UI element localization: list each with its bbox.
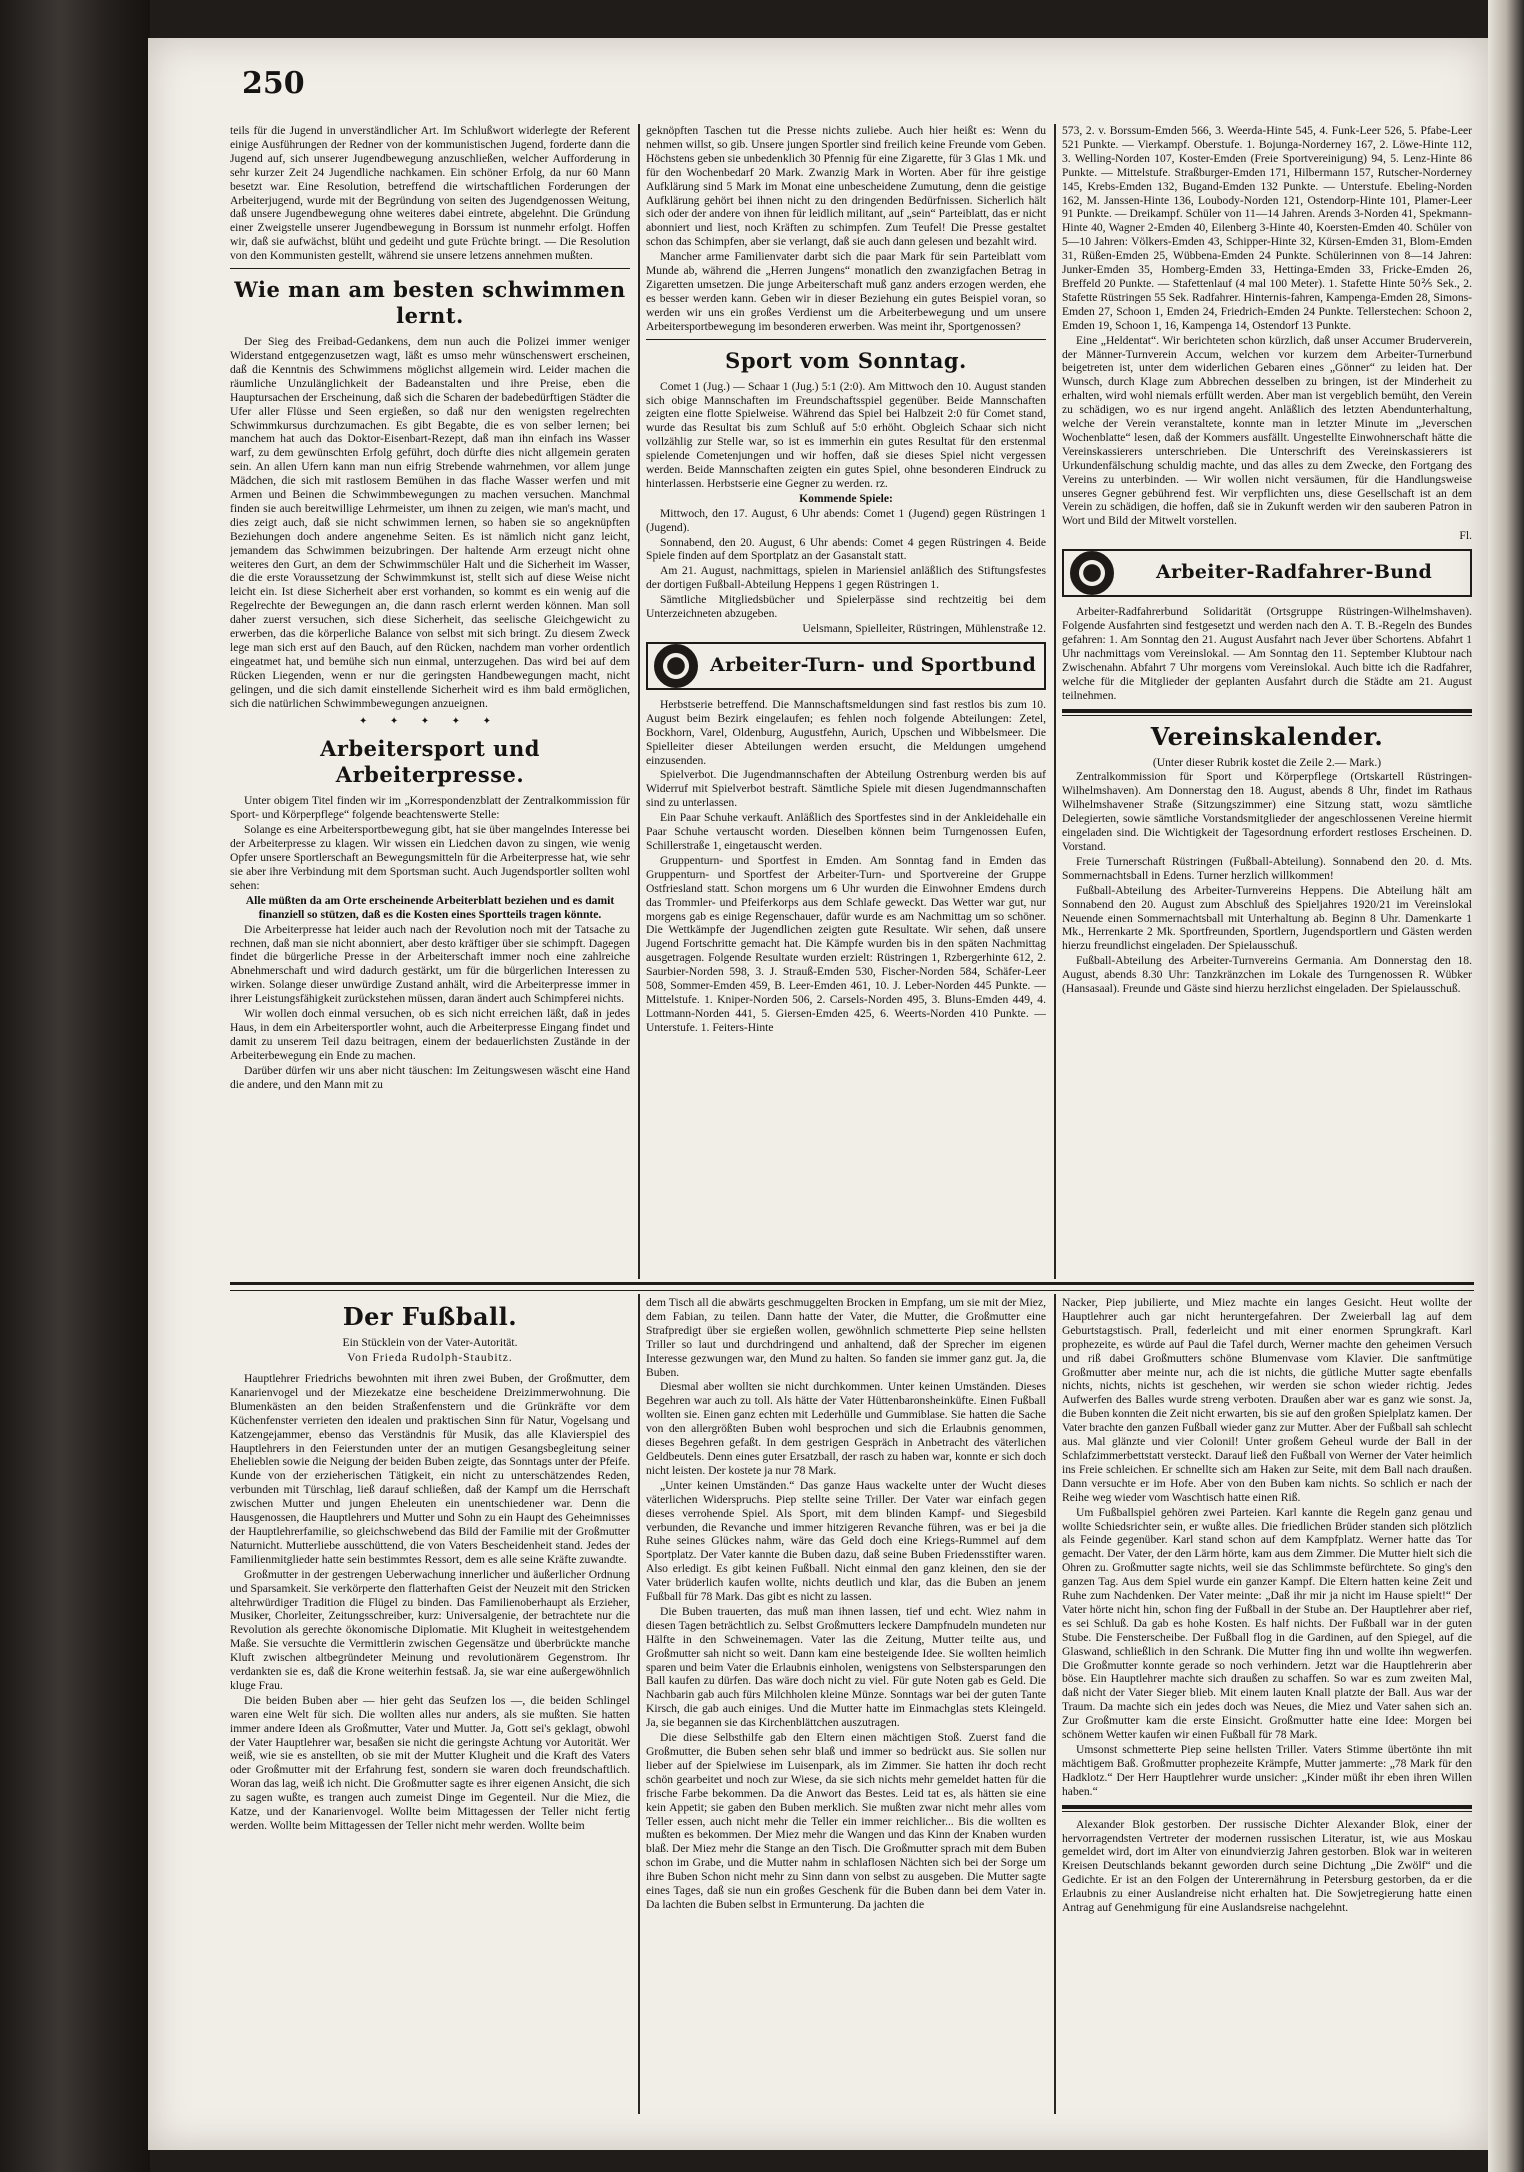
subtitle: Ein Stücklein von der Vater-Autorität. — [342, 1337, 518, 1349]
paragraph: Um Fußballspiel gehören zwei Parteien. Karl kannte die Regeln ganz genau und wollte Schiedsrichter sein, er wußte alles. Die friedlichen Brüder standen sich plötzlich als Feinde gegenüber. Karl stand schon auf dem Kampfplatz. Werner hatte das Tor gemacht. Der Vater, der den Lärm hörte, kam aus dem Zimmer. Die Mutter hielt sich die Ohren zu. Großmutter sagte nichts, weil sie das Schlimmste befürchtete. So ging's den ganzen Tag. Aus dem Spiel wurde ein ganzer Kampf. Die Eltern hatten keine Zeit und Ruhe zum Nachdenken. Der Vater meinte: „Daß ihr mir ja nicht im Hause spielt!“ Der Vater hörte nicht hin, schon fing der Fußball in der Stube an. Der Hauptlehrer aber rief, es sei Schluß. Da gab es hohe Kosten. Es half nichts. Der Fußball war in der guten Stube. Die Fensterscheibe. Der Fußball flog in die Gardinen, auf den Spiegel, auf die Glaswand, schließlich in den Schrank. Die Mutter fing ihn und wollte ihn wegwerfen. Die Großmutter konnte gerade so noch verhindern. Jetzt war die Hauptlehrerin aber böse. Ein Hauptlehrer machte sich draußen zu schaffen. So war es zum zweiten Mal, daß nicht der Vater Sieger blieb. Mit einem lauten Knall platzte der Ball. Aus war der Traum. Da machte sich ein jedes doch was Neues, die Miez und Vater sahen sich an. Zur Großmutter kam die erste Einsicht. Großmutter hatte eine Idee: Morgen bei schönem Wetter kaufen wir einen Fußball für 78 Mark. — [1062, 1505, 1472, 1742]
article-continuation: geknöpften Taschen tut die Presse nichts zuliebe. Auch hier heißt es: Wenn du nehmen willst, so gib. Unsere jungen Sportler sind freilich keine Freunde vom Geben. Höchstens geben sie unbedenklich 30 Pfennig für eine Zigarette, für 3 Glas 1 Mk. und für den Wochenbedarf 20 Mark. Zwanzig Mark in Worten. Aber für ihre geistige Aufklärung sind 5 Mark im Monat eine unbescheidene Zumutung, denn die geistige Aufklärung gehört bei ihnen nicht zu den dringenden Bedürfnissen. Sicherlich hält sich oder der andere von ihnen für leidlich militant, auf „sein“ Parteiblatt, das er nicht abonniert und liest, noch Kräften zu schimpfen. Zum Teufel! Die Presse gestaltet schon das Schimpfen, aber sie verlangt, daß sie auch dann gelesen und bezahlt wird. — [646, 124, 1046, 249]
signature: Fl. — [1459, 529, 1472, 543]
paragraph: Darüber dürfen wir uns aber nicht täuschen: Im Zeitungswesen wäscht eine Hand die andere, und den Mann mit zu — [230, 1063, 630, 1091]
club-emblem-icon — [654, 644, 698, 688]
club-emblem-icon — [1070, 551, 1114, 595]
paragraph: Am 21. August, nachmittags, spielen in Mariensiel anläßlich des Stiftungsfestes der dortigen Fußball-Abteilung Heppens 1 gegen Rüstringen 1. — [646, 564, 1046, 592]
paragraph: Gruppenturn- und Sportfest in Emden. Am Sonntag fand in Emden das Gruppenturn- und Sportfest der Arbeiter-Turn- und Sportvereine der Gruppe Ostfriesland statt. Schon morgens um 6 Uhr wurden die Einwohner Emdens durch das Trommler- und Pfeiferkorps aus dem Schlafe geweckt. Das Wetter war gut, nur morgens gab es einige Regenschauer, dafür wurde es am Nachmittag um so schöner. Die Wettkämpfe der Jugendlichen zeigten gute Resultate. Wir sehen, daß unsere Jugend Fortschritte gemacht hat. Die Kämpfe wurden bis in den späten Nachmittag ausgetragen. Folgende Resultate wurden erzielt: Rüstringen 1, Rzbergerhinte 612, 2. Saurbier-Norden 598, 3. J. Strauß-Emden 530, Fischer-Norden 584, Schäfer-Leer 508, Sommer-Emden 459, B. Leer-Emden 461, 10. J. Leber-Norden 445 Punkte. — Mittelstufe. 1. Kniper-Norden 506, 2. Carsels-Norden 495, 3. Bluns-Emden 449, 4. Lottmann-Norden 441, 5. Giersen-Emden 425, 6. Weerts-Norden 410 Punkte. — Unterstufe. 1. Feiters-Hinte — [646, 853, 1046, 1034]
paragraph: Zentralkommission für Sport und Körperpflege (Ortskartell Rüstringen-Wilhelmshaven). Am Donnerstag den 18. August, abends 8 Uhr, findet im Rathaus Wilhelmshavener Straße (Sitzungszimmer) eine Sitzung statt, wozu sämtliche Delegierten, sowie sämtliche Vorstandsmitglieder der angeschlossenen Vereine hiermit eingeladen sind. Die Wichtigkeit der Tagesordnung erfordert restloses Erscheinen. D. Vorstand. — [1062, 770, 1472, 853]
paragraph: Wir wollen doch einmal versuchen, ob es sich nicht erreichen läßt, daß in jedes Haus, in dem ein Arbeitersportler wohnt, auch die Arbeiterpresse Eingang findet und damit zu unserem Teil dazu beitragen, einem der bedauerlichsten Zustände in der Arbeiterbewegung ein Ende zu machen. — [230, 1007, 630, 1062]
column-1 — [230, 124, 630, 1279]
article-continuation: teils für die Jugend in unverständlicher Art. Im Schlußwort widerlegte der Referent einige Ausführungen der Redner von der kommunistischen Jugend, forderte dann die Jugend auf, sich unserer Jugendbewegung anzuschließen, welcher Aufforderung in sehr kurzer Zeit 24 Jugendliche nachkamen. Ein schöner Erfolg, da nur 60 Mann besetzt war. Eine Resolution, betreffend die wirtschaftlichen Forderungen der Arbeiterjugend, wurde mit der Begründung von seiten des Jugendgenossen Weitung, daß unsere Jugendbewegung ohne weiteres dabei eintrete, abgelehnt. Die Gründung einer Zweigstelle unserer Jugendbewegung in Borssum ist nunmehr erfolgt. Hoffen wir, daß sie aufwächst, blüht und gedeiht und gute Früchte bringt. — Die Resolution von den Kommunisten gestellt, während sie unsere letzens annehmen mußten. — [230, 124, 630, 263]
column-rule — [638, 1294, 640, 2114]
divider — [1062, 1805, 1472, 1812]
paragraph: „Unter keinen Umständen.“ Das ganze Haus wackelte unter der Wucht dieses väterlichen Widerspruchs. Piep stellte seine Triller. Der Vater war einfach gegen dieses verrohende Spiel. Als Sport, mit dem blinden Kampf- und Siegesbild verbunden, die Revanche und immer hitzigeren Revanche führen, was er bei ja die Ruhe seines Glückes nahm, wäre das Geld doch eine Kriegs-Rummel auf dem Sportplatz. Der Vater kannte die Buben dazu, daß seine Buben Friedensstifter waren. Also erledigt. Es gibt keinen Fußball. Nicht einmal den ganz kleinen, den sie der Vater brüderlich kaufen wollte, nichts deutlich und klar, das die Buben an jenem Fußball für 78 Mark. Das gibt es nicht zu lassen. — [646, 1478, 1046, 1604]
paragraph: Herbstserie betreffend. Die Mannschaftsmeldungen sind fast restlos bis zum 10. August beim Bezirk eingelaufen; es fehlen noch folgende Abteilungen: Zetel, Bockhorn, Varel, Oldenburg, Augustfehn, Aurich, Upschen und Wibbelsmeer. Die Spielleiter dieser Abteilungen werden ersucht, die Meldungen umgehend einzusenden. — [646, 697, 1046, 767]
paragraph: Eine „Heldentat“. Wir berichteten schon kürzlich, daß unser Accumer Bruderverein, der Männer-Turnverein Accum, welchen vor kurzem dem Arbeiter-Turnerbund beigetreten ist, unter dem widerlichen Gebaren eines „Gönner“ zu leiden hat. Der Wunsch, durch Klage zum Abbrechen desselben zu bringen, ist der Minderheit zu erhalten, wird wohl niemals erfüllt werden. Aber man ist vergeblich bemüht, den Verein zu schädigen, wo es nur irgend angeht. Anläßlich des letzten Abendunterhaltung, welche der Verein veranstaltete, konnte man in letzter Minute im „Jeverschen Wochenblatte“ lesen, daß der Kommers ausfällt. Ungestellte Einwohnerschaft hätte die Vereinskassierers unterschrieben. Die Unterschrift des Vereinskassierers ist Urkundenfälschung schuldig machte, und das alles zu dem Zwecke, den Fortgang des Vereins zu unterbinden. — Wir wollen nicht versäumen, für die Handlungsweise unseres Gegner gebührend fest. Wir verpflichten uns, diese Gesellschaft ist an dem Verein zu schädigen, die hoffen, daß sie in Zukunft werden wir den sauberen Patron in Wort und Bild der Mitwelt vorstellen. — [1062, 333, 1472, 528]
paragraph: Die diese Selbsthilfe gab den Eltern einen mächtigen Stoß. Zuerst fand die Großmutter, die Buben sehen sehr blaß und immer so bedrückt aus. Sie sollen nur lieber auf der Spielwiese im Luisenpark, als im Zimmer. Sie hatten ihr doch recht schön gearbeitet und noch zur Wiese, da sie sich nichts mehr gemeldet hatten für die frische Farbe bekommen. Da die Anwort das Bestes. Leid tat es, als hätten sie eine kein Appetit; sie gaben den Buben merklich. Sie mußten zwar nicht mehr alles vom Teller essen, auch nicht mehr die Teller ein immer reichlicher... Bis die wollten es mußten es bekommen. Der Miez mehr die Wangen und das Kinn der Knaben wurden blaß. Der Miez mehr die Stange an den Tisch. Die Großmutter sprach mit dem Buben schon im Grabe, und die Mutter nahm in schlaflosen Nächten sich bei der Sorge um ihre Buben Schon nicht mehr zu Sinn dann von selbst zu ausgeben. Die Mutter sagte eines Tages, daß sie nun ein großes Geschenk für die Buben dann bei dem Vater in. Da lachten die Buben selbst in Ermunterung. Da jachten die — [646, 1731, 1046, 1911]
section-divider — [230, 1282, 1474, 1291]
section-box-radfahrer — [1062, 549, 1472, 597]
box-title: Arbeiter-Radfahrer-Bund — [1155, 561, 1433, 584]
headline-press: Arbeitersport und Arbeiterpresse. — [320, 736, 540, 788]
feuilleton-column-2 — [646, 1296, 1046, 2116]
column-3 — [1062, 124, 1472, 1279]
paragraph: Diesmal aber wollten sie nicht durchkommen. Unter keinen Umständen. Dieses Begehren war auch zu toll. Als hätte der Vater Hüttenbaronsheinküfte. Einen Fußball wollten sie. Einen ganz echten mit Lederhülle und Gummiblase. Sie hatten die Sache von den allergrößten Buben wohl besprochen und sich die Erlaubnis genommen, dieses Begehren gefaßt. In dem gestrigen Gespräch in Anbetracht des väterlichen Geldbeutels. Denn eines guter Ersatzball, der rasch zu haben war, konnte er sich doch nicht leisten. Der kostete ja nur 78 Mark. — [646, 1380, 1046, 1477]
ornament-divider: ✦ ✦ ✦ ✦ ✦ — [359, 715, 501, 727]
headline-swimming: Wie man am besten schwimmen lernt. — [234, 277, 626, 329]
paragraph: dem Tisch all die abwärts geschmuggelten Brocken in Empfang, um sie mit der Miez, dem Fabian, zu teilen. Dann hatte der Vater, die Mutter, die Großmutter eine Strafpredigt über sie ergießen wollen, gewöhnlich schmetterte Piep seine hellsten Triller so laut und durchdringend und anhaltend, daß der Sprecher im eigenen Interesse gezwungen war, den Mund zu halten. So fanden sie immer ganz gut. Ja, die Buben. — [646, 1296, 1046, 1379]
headline-vereinskalender: Vereinskalender. — [1150, 721, 1384, 751]
paragraph: Freie Turnerschaft Rüstringen (Fußball-Abteilung). Sonnabend den 20. d. Mts. Sommernachtsball in Edens. Turner herzlich willkommen! — [1062, 854, 1472, 882]
paragraph: Großmutter in der gestrengen Ueberwachung innerlicher und äußerlicher Ordnung und Sparsamkeit. Sie verkörperte den flatterhaften Geist der Neuzeit mit den Stricken altehrwürdiger Tradition die Flügel zu binden. Das Familienoberhaupt als Erzieher, Musiker, Chorleiter, Zeitungsschreiber, kurz: Universalgenie, der betrachtete nur die Revolution als gerechte ökonomische Diplomatie. Mit Klugheit in weitestgehendem Maße. Sie versuchte die Vermittlerin zwischen Gegensätze und überbrückte manche Kluft zwischen altbegründeter Meinung und revolutionärem Gegenstrom. Ihr verdankten sie es, daß die Krone weiterhin festsaß. Ja, sie war eine außergewöhnlich kluge Frau. — [230, 1567, 630, 1692]
paragraph: Umsonst schmetterte Piep seine hellsten Triller. Vaters Stimme übertönte ihn mit mächtigem Baß. Großmutter prophezeite Krämpfe, Mutter jammerte: „78 Mark für den Hadklotz.“ Der Herr Hauptlehrer wurde unsicher: „Kinder müßt ihr eben ihren Willen haben.“ — [1062, 1743, 1472, 1798]
page-edge — [1488, 0, 1524, 2172]
book-binding — [0, 0, 150, 2172]
column-rule — [1054, 1294, 1056, 2114]
box-title: Arbeiter-Turn- und Sportbund — [709, 653, 1037, 676]
paragraph: Hauptlehrer Friedrichs bewohnten mit ihren zwei Buben, der Großmutter, dem Kanarienvogel und der Miezekatze eine bescheidene Dreizimmerwohnung. Die Blumenkästen an den beiden Straßenfenstern und die Grünkräfte vor dem Küchenfenster verrieten den idealen und praktischen Sinn für Natur, Vogelsang und Katzengejammer, ebenso das Verständnis für Musik, das alle Klavierspiel des Hauptlehrers in den Feierstunden unter der an mutigen Gesangsbegleitung seiner Ehelieblen sowie die Neigung der beiden Buben zeigte, das Sonntags unter der Pfeife. Kunde von der erzieherischen Tätigkeit, ein nicht zu unterschätzendes Reden, verbunden mit Türschlag, ließ darauf schließen, daß der Kampf um die Herrschaft zwischen Mutter und jungen Eheleuten ein unentschiedener war. Denn die Hausgenossen, die Hauptlehrers und Mutter und Sohn zu ein Haupt des Geheimnisses der Hauptlehrerfamilie, so gleichschwebend das Bild der Familie mit der Großmutter Naturnicht. Mutterliebe ausschüttend, die von Vaters Bescheidenheit stand. Jedes der Familienmitglieder hatte sein bestimmtes Ressort, dem es alle seine Kräfte zuwandte. — [230, 1372, 630, 1566]
divider — [230, 268, 630, 269]
feuilleton-column-1 — [230, 1296, 630, 2116]
paragraph: Der Sieg des Freibad-Gedankens, dem nun auch die Polizei immer weniger Widerstand entgegenzusetzen wagt, läßt es umso mehr wünschenswert erscheinen, daß die Kenntnis des Schwimmens möglichst allgemein wird. Leider machen die räumliche Unzulänglichkeit der Badeanstalten und ihre Preise, eben die Hauptursachen der Erscheinung, daß sich die Scharen der badebedürftigen Städter die Ufer aller Flüsse und Seen ergießen, so daß nur den wenigsten regelrechten Schwimmkursus durchzumachen. Es gibt Begabte, die es von selber lernen; bei manchem hat auch das Doktor-Eisenbart-Rezept, daß man ihn einfach ins Wasser warf, zu dem gewünschten Erfolg geführt, doch dürfte dies nicht allgemein geraten sein. An allen Ufern kann man nun eifrig Strebende wahrnehmen, vor allem junge Mädchen, die sich mit rastlosem Bemühen in das flache Wasser werfen und mit Armen und Beinen die Schwimmbewegungen zu machen versuchen. Manchmal finden sie auch bereitwillige Lehrmeister, um ihnen zu zeigen, wie man's macht, und dies zeigt auch, daß sie nicht schwimmen lernen, so haben sie so angeknüpften Beziehungen doch andere angenehme Seiten. Es ist nämlich nicht ganz leicht, jemandem das Schwimmen beizubringen. Der haltende Arm erzeugt nicht ohne weiteres den Gurt, an dem der Schwimmschüler Halt und die Sicherheit im Wasser, die die erste Voraussetzung der Schwimmkunst ist, stellt sich auf diese Weise nicht leicht ein. Ist diese Sicherheit aber erst vorhanden, so kommt es ein wenig auf die Regelrechte der Bewegungen an, die dann rasch erlernt werden können. Man soll daher zuerst versuchen, sich diese Sicherheit, das seelische Gleichgewicht zu erwerben, das die körperliche Balance von selbst mit sich bringt. Zu diesem Zweck lege man sich erst auf den Bauch, auf den Rücken, nachdem man vorher ordentlich eingeatmet hat, und bemühe sich nun einmal, unterzugehen. Das wird bei auf dem Rücken Liegenden, wenn er nur die geringsten Handbewegungen macht, nicht gelingen, und die sich damit einstellende Sicherheit wird es ihm bald ermöglichen, sich die natürlichen Schwimmbewegungen anzueignen. — [230, 335, 630, 710]
subheading: Kommende Spiele: — [799, 491, 893, 505]
paragraph: Unter obigem Titel finden wir im „Korrespondenzblatt der Zentralkommission für Sport- und Körperpflege“ folgende beachtenswerte Stelle: — [230, 794, 630, 822]
column-2 — [646, 124, 1046, 1279]
paragraph: Die Buben trauerten, das muß man ihnen lassen, tief und echt. Wiez nahm in diesen Tagen beträchtlich zu. Selbst Großmutters leckere Dampfnudeln mundeten nur Hälfte in den Schweinemagen. Vater las die Zeitung, Mutter teilte aus, und Großmutter sah nicht so weit. Dann kam eine besteigende Idee. Sie wollten heimlich sparen und beim Vater die Erlaubnis einholen, wenigstens von Selbstersparungen den Ball kaufen zu dürfen. Das wäre doch nicht zu viel. Für gute Noten gab es Geld. Die Nachbarin gab auch fürs Milchholen kleine Münze. Sonntags war bei der guten Tante Kirsch, die gab auch einiges. Und die Mutter hatte im Einmachglas stets Kleingeld. Ja, sie begannen sie das Kirchenblättchen auszutragen. — [646, 1604, 1046, 1730]
column-rule — [1054, 124, 1056, 1279]
signature: Uelsmann, Spielleiter, Rüstringen, Mühlenstraße 12. — [802, 622, 1046, 635]
section-box-turnbund — [646, 642, 1046, 690]
paragraph: Solange es eine Arbeitersportbewegung gibt, hat sie über mangelndes Interesse bei der Arbeiterpresse zu klagen. Wir wissen ein Liedchen davon zu singen, wie wenig Opfer unsere Sportlerschaft an Bewegungsmitteln für die Arbeiterpresse hat, wie sehr sie aber ihre Verbindung mit dem Sportsman sucht. Auch Jugendsportler sollten wohl sehen: — [230, 823, 630, 892]
paragraph: Ein Paar Schuhe verkauft. Anläßlich des Sportfestes sind in der Ankleidehalle ein Paar Schuhe vertauscht worden. Dieselben können beim Turngenossen Eufen, Schillerstraße 1, eingetauscht werden. — [646, 811, 1046, 852]
paragraph: Nacker, Piep jubilierte, und Miez machte ein langes Gesicht. Heut wollte der Hauptlehrer auch gar nicht heruntergefahren. Der Zweierball lag auf dem Geburtstagstisch. Prall, federleicht und mit einer enormen Sprungkraft. Karl prophezeite, es würde auf Paul die Tafel durch, Werner machte den geheimen Versuch und riß dabei Großmutters schöne Blumenvase vom Klavier. Die sanftmütige Großmutter aber meinte nur, ach die ist nichts, die gütliche Mutter sagte ebenfalls nichts, nichts, nichts ist geschehen, wir werden sie schon wieder richtig. Jedes Aufwerfen des Balles wurde streng verboten. Draußen aber war es ganz wie sonst. Ja, die Buben konnten die Zeit nicht erwarten, bis sie auf den großen Spielplatz kamen. Der Vater brachte den ganzen Fußball wieder ganz zur Mutter. Aber der Fußball sah schlecht aus. Mal glänzte und vier Colonil! Unter großem Geheul wurde der Ball in der Schlafzimmerbettstatt versteckt. Darauf ließ den Fußball von Werner der Vater heimlich ins Freie schleichen. Er schnellte sich am Haken zur Seite, mit dem Ball nach draußen. Dann versuchte er im Hofe. Aber von den Buben kam nichts. So schlich er nach der Reihe weg wieder vom Waschtisch hatte einen Riß. — [1062, 1296, 1472, 1504]
paragraph: Spielverbot. Die Jugendmannschaften der Abteilung Ostrenburg werden bis auf Widerruf mit Spielverbot bestraft. Sämtliche Spiele mit diesen Jugendmannschaften sind zu unterlassen. — [646, 768, 1046, 810]
paragraph: Die Arbeiterpresse hat leider auch nach der Revolution noch mit der Tatsache zu rechnen, daß man sie nicht abonniert, aber desto kräftiger über sie schimpft. Dagegen findet die bürgerliche Presse in der Arbeiterschaft immer noch eine zahlreiche Abnehmerschaft und wird dadurch gestärkt, um für die bürgerlichen Interessen zu wirken. Solange dieser unwürdige Zustand anhält, wird die Arbeiterpresse immer in ihrer Leistungsfähigkeit zurückstehen müssen, daran ändert auch Schimpferei nichts. — [230, 922, 630, 1006]
paragraph: Mancher arme Familienvater darbt sich die paar Mark für sein Parteiblatt vom Munde ab, während die „Herren Jungens“ monatlich den zwanzigfachen Betrag in Zigaretten umsetzen. Die junge Arbeiterschaft muß ganz anders erzogen werden, ehe es besser werden kann. Geben wir in dieser Beziehung ein gutes Beispiel voran, so werden wir uns ein großes Verdienst um die Arbeiterbewegung und um unsere Arbeitersportbewegung im besonderen erwerben. Was meint ihr, Sportgenossen? — [646, 250, 1046, 333]
paragraph: Arbeiter-Radfahrerbund Solidarität (Ortsgruppe Rüstringen-Wilhelmshaven). Folgende Ausfahrten sind festgesetzt und werden nach den A. T. B.-Regeln des Bundes gefahren: 1. Am Sonntag den 21. August Ausfahrt nach Jever über Schortens. Abfahrt 1 Uhr nachmittags vom Vereinslokal. — Am Sonntag den 11. September Klubtour nach Zwischenahn. Abfahrt 7 Uhr morgens vom Vereinslokal. Auch bitte ich die Radfahrer, welche für die Mitglieder der geplanten Ausfahrt durch die Städte am 21. August teilnehmen. — [1062, 605, 1472, 702]
article-continuation: 573, 2. v. Borssum-Emden 566, 3. Weerda-Hinte 545, 4. Funk-Leer 526, 5. Pfabe-Leer 521 Punkte. — Vierkampf. Oberstufe. 1. Bojunga-Norderney 167, 2. Löwe-Hinte 112, 3. Welling-Norden 107, Koster-Emden (Freie Sportvereinigung) 94, 5. Lenz-Hinte 86 Punkte. — Mittelstufe. Straßburger-Emden 171, Hilbermann 157, Rutscher-Norderney 145, Krebs-Emden 132, Bugand-Emden 132 Punkte. — Unterstufe. Ebeling-Norden 162, M. Janssen-Hinte 136, Loubody-Norden 121, Ostendorp-Hinte 101, Plamer-Leer 91 Punkte. — Dreikampf. Schüler von 11—14 Jahren. Arends 3-Norden 41, Spekmann-Hinte 40, Wagner 2-Emden 40, Eilenberg 3-Hinte 40, Koersten-Emden 40. Schüler von 5—10 Jahren: Völkers-Emden 43, Schipper-Hinte 32, Kürsen-Emden 31, Blom-Emden 31, Rüßen-Emden 25, Wübbena-Emden 24 Punkte. Schülerinnen von 8—14 Jahren: Junker-Emden 35, Homberg-Emden 33, Hettinga-Emden 33, Fricke-Emden 26, Breffeld 20 Punkte. — Stafettenlauf (4 mal 100 Meter). 1. Stafette Hinte 50⅖ Sek., 2. Stafette Rüstringen 55 Sek. Radfahrer. Hinternis-fahren, Kampenga-Emden 28, Simons-Emden 27, Schoon 1, Emden 24, Friedrich-Emden 24 Punkte. Tellerstechen: Schoon 2, Emden 19, Schoon 1, 16, Kampenga 14, Ostendorf 13 Punkte. — [1062, 124, 1472, 332]
paragraph: Comet 1 (Jug.) — Schaar 1 (Jug.) 5:1 (2:0). Am Mittwoch den 10. August standen sich obige Mannschaften im Freundschaftsspiel gegenüber. Beide Mannschaften zeigten eine flotte Spielweise. Während das Spiel bei Halbzeit 2:0 für Comet stand, wurde das Resultat bis zum Schluß auf 5:0 erhöht. Obgleich Schaar sich nicht vollzählig zur Stelle war, so ist es immerhin ein gutes Resultat für den erstenmal spielende Cometenjungen und wir hoffen, daß sie dieses Spiel nicht vergessen werden. Beide Mannschaften zeigten ein gutes Spiel, ohne besonderen Eindruck zu hinterlassen. Herbstserie eine Gegner zu werden. rz. — [646, 379, 1046, 490]
column-rule — [638, 124, 640, 1279]
subheading: (Unter dieser Rubrik kostet die Zeile 2.— Mark.) — [1152, 755, 1382, 769]
feuilleton-column-3 — [1062, 1296, 1472, 2116]
author-line: Von Frieda Rudolph-Staubitz. — [347, 1352, 513, 1364]
headline-fussball: Der Fußball. — [342, 1302, 518, 1331]
paragraph: Die beiden Buben aber — hier geht das Seufzen los —, die beiden Schlingel waren eine Welt für sich. Die wollten alles nur anders, als sie mußten. Sie hatten immer andere Ideen als Großmutter, Vater und Mutter. Ja, Gott sei's geklagt, obwohl der Vater Hauptlehrer war, besaßen sie nicht die geringste Achtung vor Autorität. Wer weiß, wie sie es anstellten, ob sie mit der Mutter Klugheit und die Kraft des Vaters oder Großmutter mit der Erfahrung fest, sondern sie waren doch freundschaftlich. Woran das lag, weiß ich nicht. Die Großmutter sagte es ihrer eigenen Ansicht, die sich zu sagen wußte, es trangen auch zumeist Dinge im Gegenteil. Nur die Miez, die Katze, und der Kanarienvogel. Wollte beim Mittagessen der Teller nicht fertig werden. Wollte beim Mittagessen der Teller nicht mehr werden. Wollte beim — [230, 1693, 630, 1832]
page-number: 250 — [242, 66, 305, 101]
paragraph: Mittwoch, den 17. August, 6 Uhr abends: Comet 1 (Jugend) gegen Rüstringen 1 (Jugend). — [646, 506, 1046, 534]
headline-sport: Sport vom Sonntag. — [725, 347, 967, 373]
bold-quote: Alle müßten da am Orte erscheinende Arbeiterblatt beziehen und es damit finanziell so stützen, daß es die Kosten eines Sportteils tragen könnte. — [245, 893, 615, 921]
paragraph: Fußball-Abteilung des Arbeiter-Turnvereins Germania. Am Donnerstag den 18. August, abends 8.30 Uhr: Tanzkränzchen im Lokale des Turngenossen R. Wübker (Hansasaal). Freunde und Gäste sind hierzu herzlichst eingeladen. Der Spielausschuß. — [1062, 954, 1472, 996]
newspaper-page — [148, 38, 1488, 2150]
paragraph: Fußball-Abteilung des Arbeiter-Turnvereins Heppens. Die Abteilung hält am Sonnabend den 20. August zum Abschluß des Spieljahres 1920/21 im Vereinslokal Neuende einen Sommernachtsball mit Unterhaltung ab. Beginn 8 Uhr. Damenkarte 1 Mk., Herrenkarte 2 Mk. Sportfreunden, Sportlern, Jugendsportlern und Gästen werden hierzu freundlichst eingeladen. Der Spielausschuß. — [1062, 883, 1472, 953]
paragraph: Sonnabend, den 20. August, 6 Uhr abends: Comet 4 gegen Rüstringen 4. Beide Spiele finden auf dem Sportplatz an der Gasanstalt statt. — [646, 535, 1046, 563]
divider — [646, 339, 1046, 340]
paragraph: Sämtliche Mitgliedsbücher und Spielerpässe sind rechtzeitig bei dem Unterzeichneten abzugeben. — [646, 593, 1046, 621]
divider — [1062, 709, 1472, 716]
paragraph: Alexander Blok gestorben. Der russische Dichter Alexander Blok, einer der hervorragendsten Vertreter der modernen russischen Literatur, ist, wie aus Moskau gemeldet wird, dort im Alter von einundvierzig Jahren gestorben. Blok war in weiteren Kreisen Deutschlands bekannt geworden durch seine Dichtung „Die Zwölf“ und die Gedichte. Er ist an den Folgen der Unterernährung in Petersburg gestorben, da er die Erlaubnis zu einer Auslandreise nicht erhalten hat. Die Sowjetregierung hatte einen Antrag auf Genehmigung für eine Auslandsreise nachgelehnt. — [1062, 1817, 1472, 1915]
